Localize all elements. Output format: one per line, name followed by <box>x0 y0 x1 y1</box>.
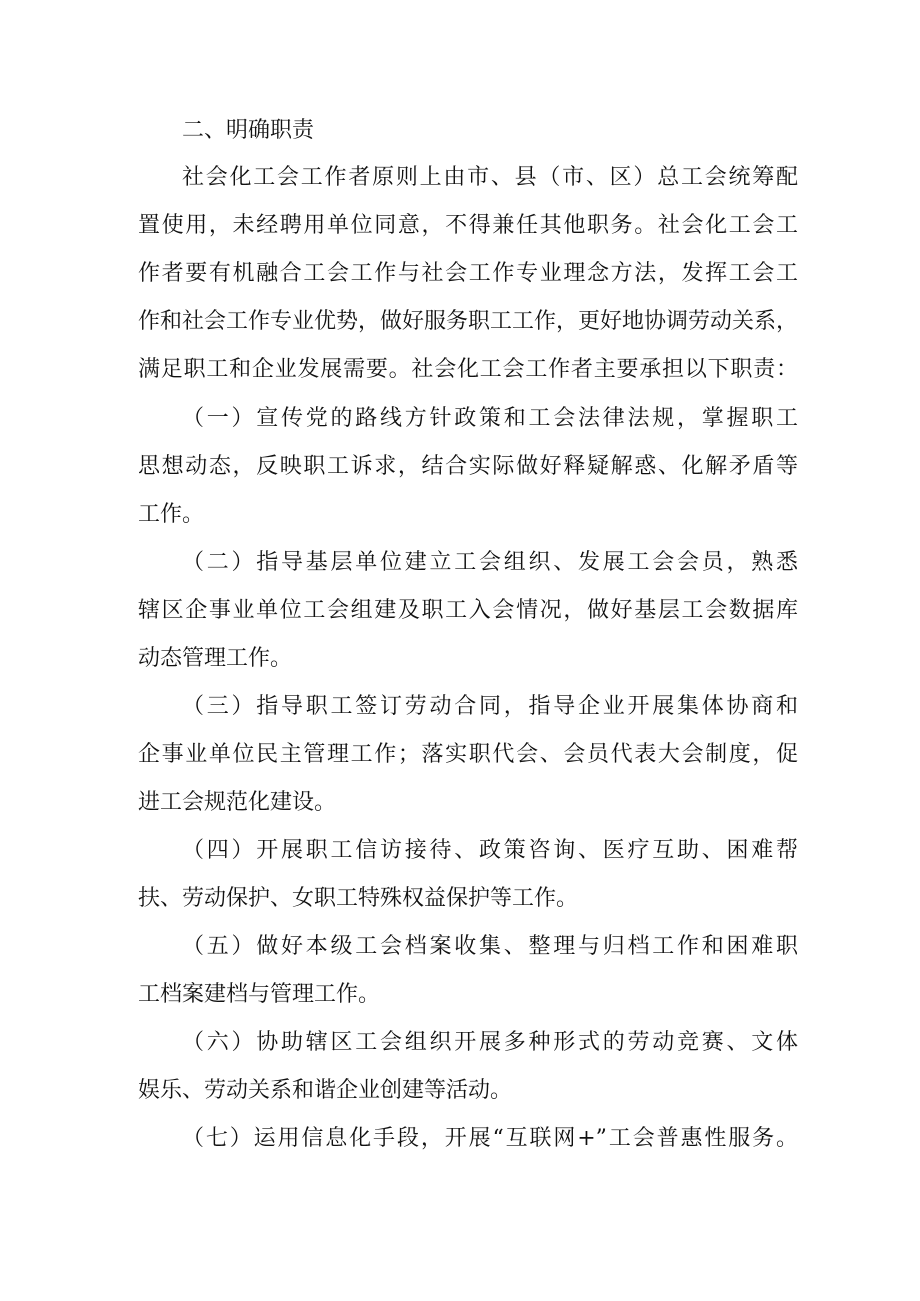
item-2-line-3: 动态管理工作。 <box>138 646 293 671</box>
item-1-line-1: （一）宣传党的路线方针政策和工会法律法规，掌握职工 <box>182 406 798 431</box>
item-5-line-1: （五）做好本级工会档案收集、整理与归档工作和困难职 <box>182 934 798 959</box>
item-1-line-3: 工作。 <box>138 502 205 527</box>
section-heading: 二、明确职责 <box>182 118 315 143</box>
item-7-line-1: （七）运用信息化手段，开展“互联网+”工会普惠性服务。 <box>182 1126 798 1151</box>
item-2-line-1: （二）指导基层单位建立工会组织、发展工会会员，熟悉 <box>182 550 798 575</box>
item-5-line-2: 工档案建档与管理工作。 <box>138 982 381 1007</box>
item-3-line-3: 进工会规范化建设。 <box>138 790 337 815</box>
intro-line-5: 满足职工和企业发展需要。社会化工会工作者主要承担以下职责： <box>138 357 798 382</box>
item-1-line-2: 思想动态，反映职工诉求，结合实际做好释疑解惑、化解矛盾等 <box>138 454 798 479</box>
intro-line-1: 社会化工会工作者原则上由市、县（市、区）总工会统筹配 <box>182 165 798 190</box>
item-3-line-2: 企事业单位民主管理工作；落实职代会、会员代表大会制度，促 <box>138 742 798 767</box>
item-6-line-2: 娱乐、劳动关系和谐企业创建等活动。 <box>138 1078 513 1103</box>
intro-line-3: 作者要有机融合工会工作与社会工作专业理念方法，发挥工会工 <box>138 261 798 286</box>
intro-line-4: 作和社会工作专业优势，做好服务职工工作，更好地协调劳动关系， <box>138 309 799 334</box>
intro-line-2: 置使用，未经聘用单位同意，不得兼任其他职务。社会化工会工 <box>138 213 798 238</box>
item-6-line-1: （六）协助辖区工会组织开展多种形式的劳动竞赛、文体 <box>182 1030 798 1055</box>
item-3-line-1: （三）指导职工签订劳动合同，指导企业开展集体协商和 <box>182 694 798 719</box>
item-4-line-1: （四）开展职工信访接待、政策咨询、医疗互助、困难帮 <box>182 838 798 863</box>
item-4-line-2: 扶、劳动保护、女职工特殊权益保护等工作。 <box>138 886 579 911</box>
item-2-line-2: 辖区企事业单位工会组建及职工入会情况，做好基层工会数据库 <box>138 598 798 623</box>
